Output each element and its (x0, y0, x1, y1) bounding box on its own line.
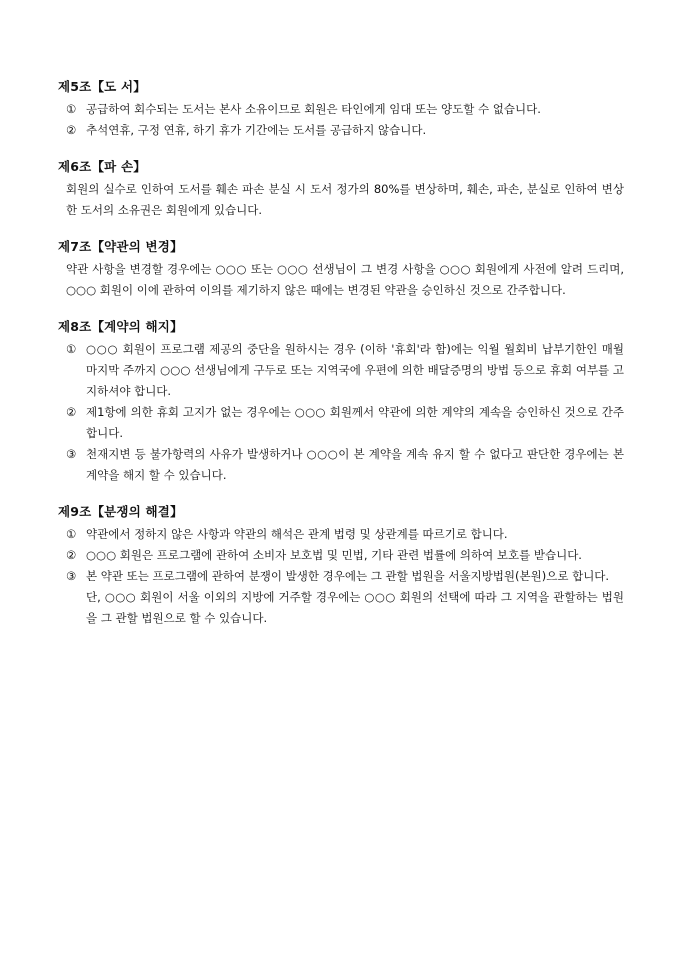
item-number: ① (66, 102, 77, 116)
list-item (66, 99, 624, 120)
terms-document (58, 78, 624, 646)
item-text: 공급하여 회수되는 도서는 본사 소유이므로 회원은 타인에게 임대 또는 양도할 수 없습니다. (86, 102, 541, 116)
article-9 (58, 503, 624, 629)
article-5 (58, 78, 624, 141)
item-text: ○○○ 회원이 프로그램 제공의 중단을 원하시는 경우 (이하 '휴회'라 함)에는 익월 월회비 납부기한인 매월 마지막 주까지 ○○○ 선생님에게 구두로 또는 지역국에 우편에 의한 배달증명의 방법 등으로 휴회 여부를 고지하셔야 합니다. (86, 342, 624, 398)
item-number: ③ (66, 569, 77, 583)
item-text: 본 약관 또는 프로그램에 관하여 분쟁이 발생한 경우에는 그 관할 법원을 서울지방법원(본원)으로 합니다. (86, 569, 610, 583)
list-item (66, 444, 624, 486)
article-7-paragraph: 약관 사항을 변경할 경우에는 ○○○ 또는 ○○○ 선생님이 그 변경 사항을 ○○○ 회원에게 사전에 알려 드리며, ○○○ 회원이 이에 관하여 이의를 제기하지 않은 때에는 변경된 약관을 승인하신 것으로 간주합니다. (66, 262, 624, 297)
item-text: 천재지변 등 불가항력의 사유가 발생하거나 ○○○이 본 계약을 계속 유지 할 수 없다고 판단한 경우에는 본 계약을 해지 할 수 있습니다. (86, 447, 624, 482)
article-6-title: 제6조【파 손】 (58, 159, 146, 174)
article-7-title: 제7조【약관의 변경】 (58, 239, 183, 254)
article-6 (58, 158, 624, 221)
list-item (66, 402, 624, 444)
article-5-title: 제5조【도 서】 (58, 79, 146, 94)
item-number: ③ (66, 447, 77, 461)
list-item (66, 566, 624, 587)
item-text: 추석연휴, 구정 연휴, 하기 휴가 기간에는 도서를 공급하지 않습니다. (86, 123, 427, 137)
article-8-title: 제8조【계약의 해지】 (58, 319, 183, 334)
article-8 (58, 318, 624, 486)
item-number: ① (66, 527, 77, 541)
article-6-paragraph: 회원의 실수로 인하여 도서를 훼손 파손 분실 시 도서 정가의 80%를 변상하며, 훼손, 파손, 분실로 인하여 변상한 도서의 소유권은 회원에게 있습니다. (66, 182, 624, 217)
list-item (66, 120, 624, 141)
list-item (66, 545, 624, 566)
list-item (66, 524, 624, 545)
list-item (66, 339, 624, 402)
item-text: 약관에서 정하지 않은 사항과 약관의 해석은 관계 법령 및 상관계를 따르기로 합니다. (86, 527, 508, 541)
item-number: ② (66, 548, 77, 562)
article-7 (58, 238, 624, 301)
article-9-title: 제9조【분쟁의 해결】 (58, 504, 183, 519)
article-9-note: 단, ○○○ 회원이 서울 이외의 지방에 거주할 경우에는 ○○○ 회원의 선택에 따라 그 지역을 관할하는 법원을 그 관할 법원으로 할 수 있습니다. (86, 590, 624, 625)
item-text: 제1항에 의한 휴회 고지가 없는 경우에는 ○○○ 회원께서 약관에 의한 계약의 계속을 승인하신 것으로 간주합니다. (86, 405, 624, 440)
item-number: ② (66, 123, 77, 137)
item-number: ② (66, 405, 77, 419)
item-text: ○○○ 회원은 프로그램에 관하여 소비자 보호법 및 민법, 기타 관련 법률에 의하여 보호를 받습니다. (86, 548, 582, 562)
item-number: ① (66, 342, 77, 356)
